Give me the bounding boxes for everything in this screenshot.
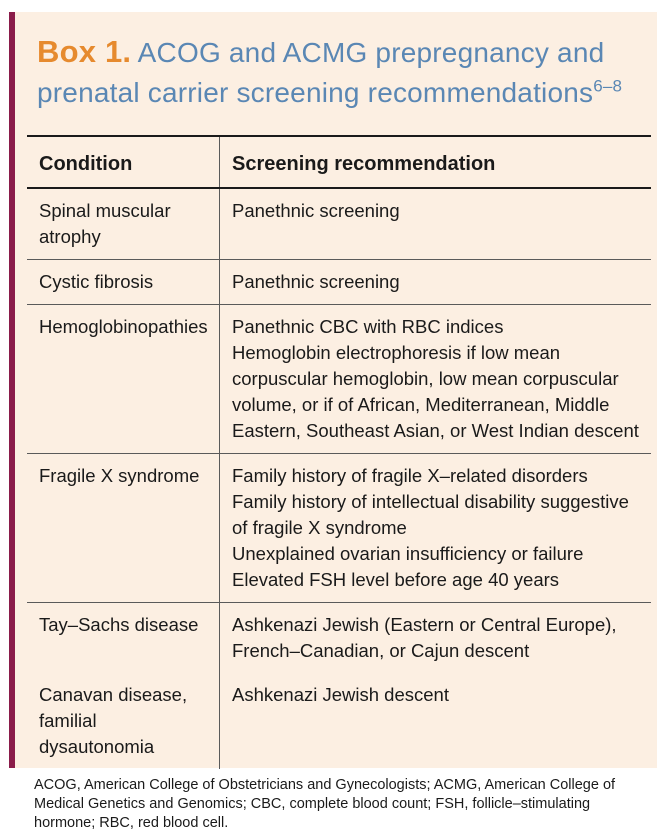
recommendation-line: Ashkenazi Jewish descent — [232, 684, 449, 705]
screening-table — [27, 135, 651, 769]
table-header-row — [27, 136, 651, 188]
condition-cell: Tay–Sachs disease — [27, 603, 220, 674]
condition-cell: Hemoglobinopathies — [27, 305, 220, 454]
recommendation-line: Panethnic CBC with RBC indices — [232, 316, 504, 337]
table-row — [27, 454, 651, 603]
table-row — [27, 188, 651, 260]
recommendation-cell — [220, 305, 652, 454]
recommendation-cell — [220, 188, 652, 260]
footnote-abbreviations: ACOG, American College of Obstetricians and Gynecologists; ACMG, American College of Medical Genetics and Genomics; CBC, complete blood count; FSH, follicle–stimulating hormone; RBC, red blood cell. — [34, 777, 616, 831]
table-row — [27, 260, 651, 305]
recommendation-line: Panethnic screening — [232, 271, 400, 292]
condition-cell: Fragile X syndrome — [27, 454, 220, 603]
recommendation-line: Unexplained ovarian insufficiency or failure — [232, 543, 584, 564]
recommendation-cell — [220, 673, 652, 769]
header-condition: Condition — [27, 136, 220, 188]
condition-cell: Cystic fibrosis — [27, 260, 220, 305]
table-row — [27, 305, 651, 454]
recommendation-cell — [220, 603, 652, 674]
header-screening-recommendation: Screening recommendation — [220, 136, 652, 188]
condition-cell: Spinal muscular atrophy — [27, 188, 220, 260]
recommendation-line: Hemoglobin electrophoresis if low mean corpuscular hemoglobin, low mean corpuscular volume, or if of African, Mediterranean, Middle Eastern, Southeast Asian, or West Indian descent — [232, 342, 639, 441]
condition-cell: Canavan disease, familial dysautonomia — [27, 673, 220, 769]
box-label: Box 1. — [37, 34, 132, 69]
recommendation-line: Panethnic screening — [232, 200, 400, 221]
recommendation-line: Elevated FSH level before age 40 years — [232, 569, 560, 590]
recommendation-line: Ashkenazi Jewish (Eastern or Central Europe), French–Canadian, or Cajun descent — [232, 614, 617, 661]
recommendation-line: Family history of intellectual disability suggestive of fragile X syndrome — [232, 491, 629, 538]
recommendation-box — [9, 12, 657, 768]
recommendation-cell — [220, 454, 652, 603]
recommendation-line: Family history of fragile X–related disorders — [232, 465, 588, 486]
box-title — [37, 32, 657, 113]
recommendation-cell — [220, 260, 652, 305]
table-row — [27, 603, 651, 674]
reference-superscript: 6–8 — [593, 76, 623, 96]
box-title-text: ACOG and ACMG prepregnancy and prenatal carrier screening recommendations — [37, 37, 605, 108]
table-row — [27, 673, 651, 769]
